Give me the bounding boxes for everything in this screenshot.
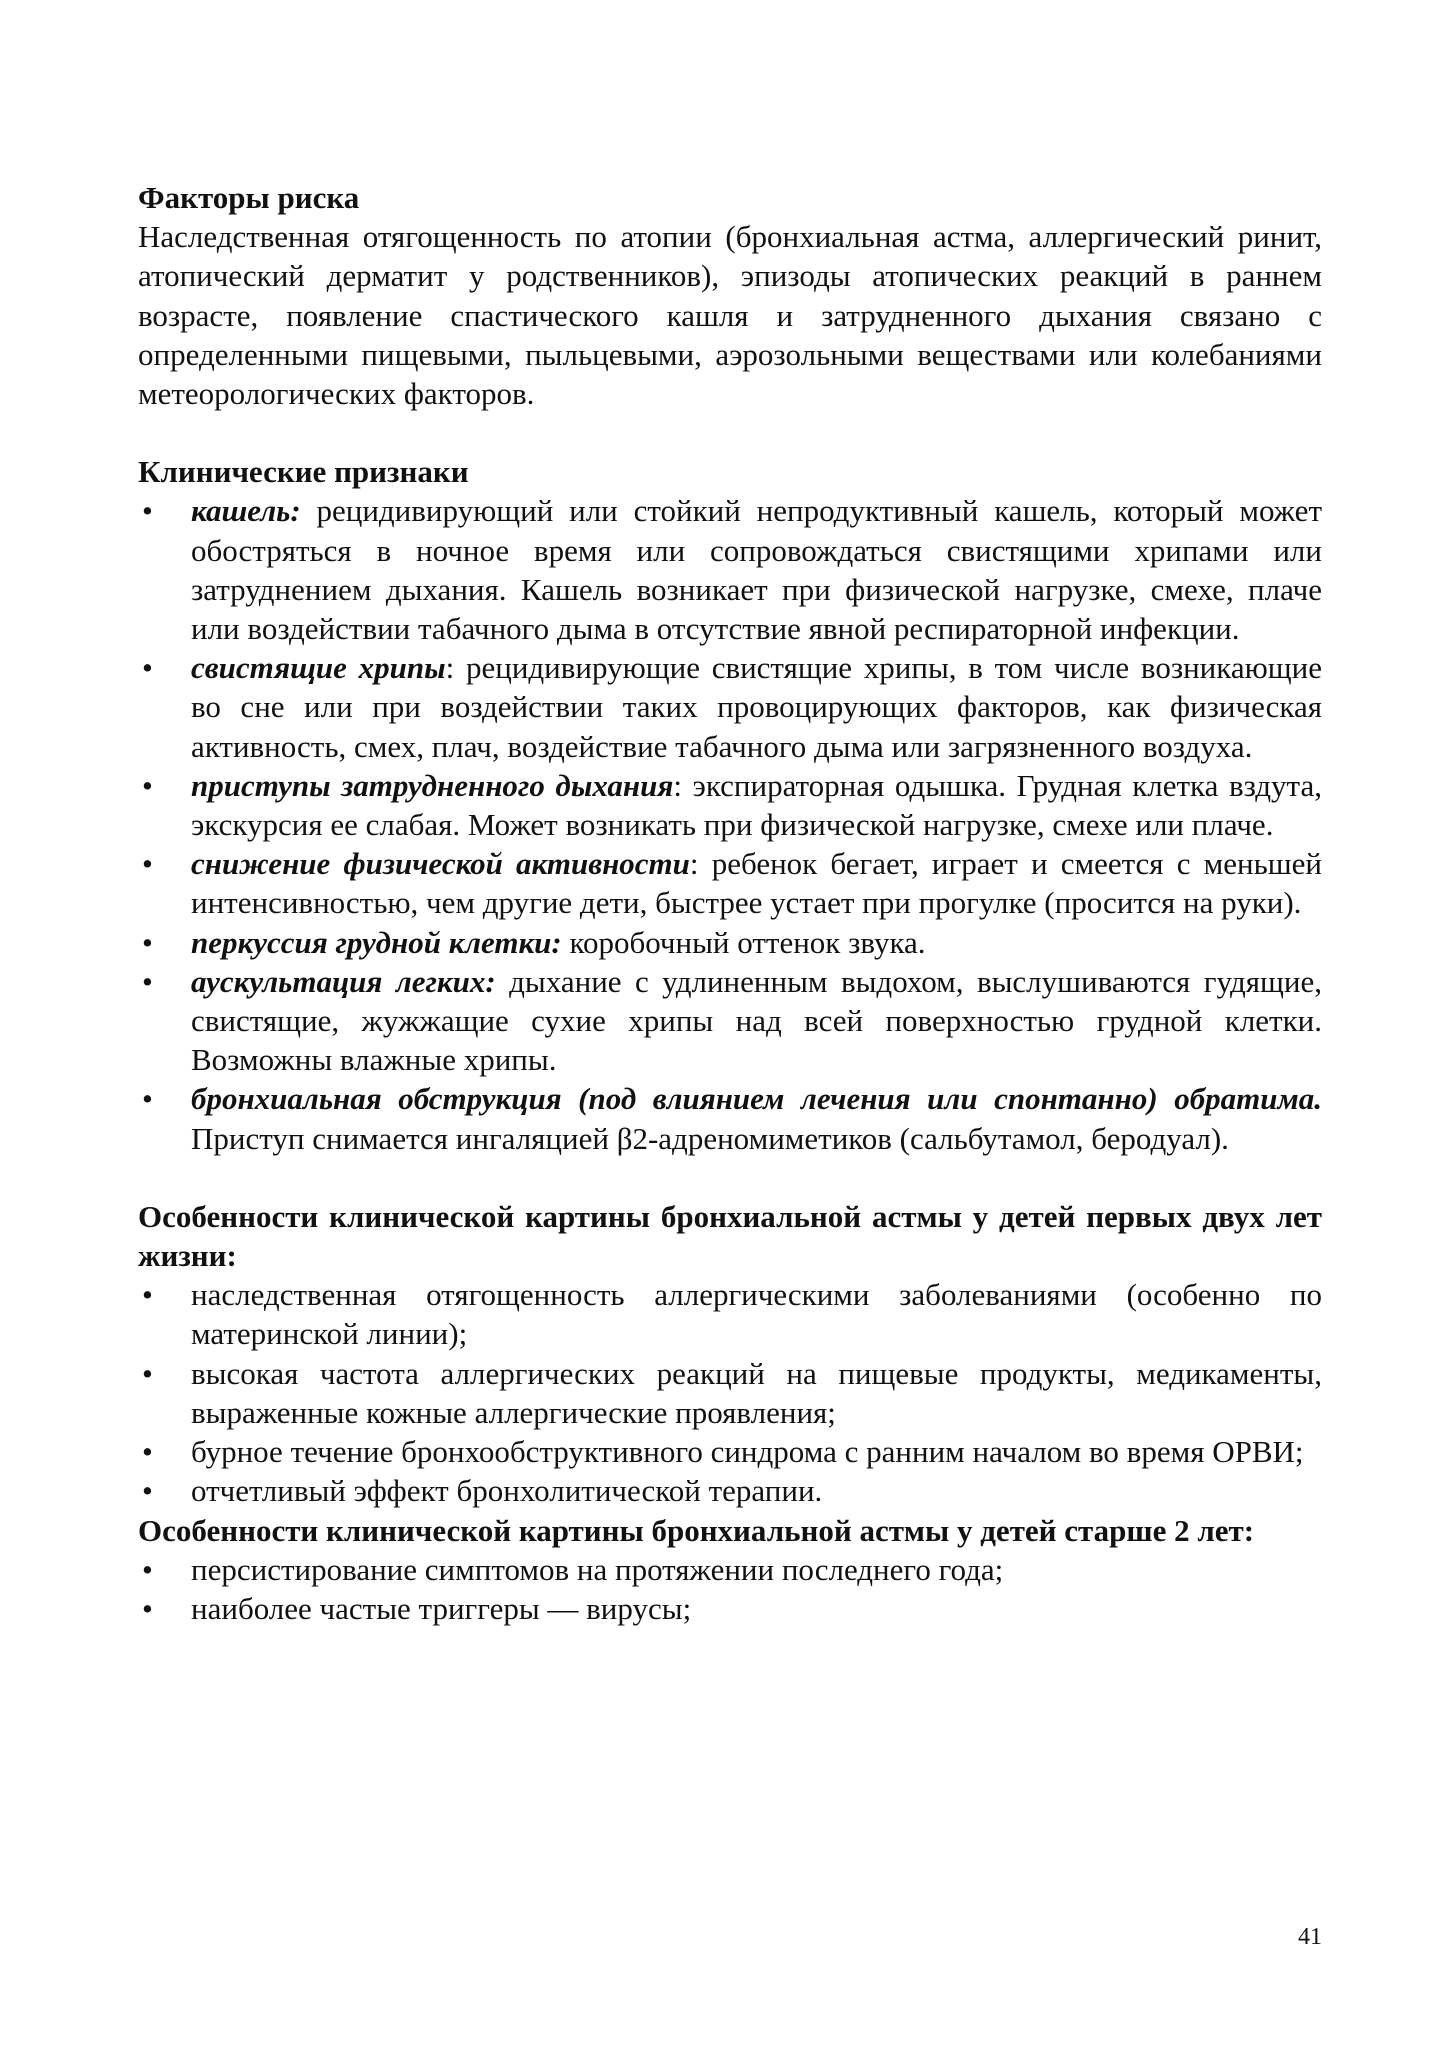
list-item — [138, 923, 1322, 962]
list-item — [138, 766, 1322, 844]
risk-factors-heading: Факторы риска — [138, 180, 360, 215]
page-number: 41 — [1298, 1924, 1322, 1950]
item-text: рецидивирующий или стойкий непродуктивный кашель, который может обостряться в ночное время или сопровождаться свистящими хрипами или затруднением дыхания. Кашель возникает при физической нагрузке, смехе, плаче или воздействии табачного дыма в отсутствие явной респираторной инфекции. — [191, 493, 1322, 647]
bullet-icon: • — [142, 650, 153, 686]
clinical-signs-list — [138, 491, 1322, 1157]
document-page — [138, 178, 1322, 1628]
item-text: коробочный оттенок звука. — [561, 924, 926, 960]
item-text: бурное течение бронхообструктивного синдрома с ранним началом во время ОРВИ; — [191, 1434, 1304, 1470]
list-item — [138, 1550, 1322, 1589]
list-item — [138, 1354, 1322, 1432]
list-item — [138, 648, 1322, 766]
bullet-icon: • — [142, 1277, 153, 1313]
item-text: дыхание с удлиненным выдохом, выслушиваются гудящие, свистящие, жужжащие сухие хрипы над всей поверхностью грудной клетки. Возможны влажные хрипы. — [191, 963, 1322, 1078]
item-text: : ребенок бегает, играет и смеется с меньшей интенсивностью, чем другие дети, быстрее устает при прогулке (просится на руки). — [191, 846, 1322, 921]
item-term: кашель: — [191, 493, 301, 529]
clinical-signs-heading: Клинические признаки — [138, 454, 469, 490]
bullet-icon: • — [142, 1551, 153, 1587]
bullet-icon: • — [142, 1355, 153, 1391]
bullet-icon: • — [142, 767, 153, 803]
bullet-icon: • — [142, 1473, 153, 1509]
item-text: высокая частота аллергических реакций на пищевые продукты, медикаменты, выраженные кожные аллергические проявления; — [191, 1355, 1322, 1430]
list-item — [138, 1589, 1322, 1628]
bullet-icon: • — [142, 493, 153, 529]
section-spacer — [138, 1158, 1322, 1197]
bullet-icon: • — [142, 963, 153, 999]
item-term: приступы затрудненного дыхания — [191, 767, 674, 803]
list-item — [138, 1432, 1322, 1471]
section-spacer — [138, 413, 1322, 452]
bullet-icon: • — [142, 846, 153, 882]
bullet-icon: • — [142, 1081, 153, 1117]
item-text: Приступ снимается ингаляцией β2-адреномиметиков (сальбутамол, беродуал). — [191, 1120, 1229, 1156]
list-item — [138, 1471, 1322, 1510]
list-item — [138, 844, 1322, 922]
item-term: бронхиальная обструкция (под влиянием лечения или спонтанно) обратима. — [191, 1081, 1322, 1117]
over-two-heading: Особенности клинической картины бронхиальной астмы у детей старше 2 лет: — [138, 1512, 1255, 1548]
bullet-icon: • — [142, 924, 153, 960]
over-two-list — [138, 1550, 1322, 1628]
item-term: снижение физической активности — [191, 846, 690, 882]
item-text: : рецидивирующие свистящие хрипы, в том числе возникающие во сне или при воздействии таких провоцирующих факторов, как физическая активность, смех, плач, воздействие табачного дыма или загрязненного воздуха. — [191, 650, 1322, 764]
risk-factors-text: Наследственная отягощенность по атопии (бронхиальная астма, аллергический ринит, атопический дерматит у родственников), эпизоды атопических реакций в раннем возрасте, появление спастического кашля и затрудненного дыхания связано с определенными пищевыми, пыльцевыми, аэрозольными веществами или колебаниями метеорологических факторов. — [138, 219, 1322, 412]
under-two-list — [138, 1275, 1322, 1510]
item-term: свистящие хрипы — [191, 650, 446, 686]
under-two-heading: Особенности клинической картины бронхиальной астмы у детей первых двух лет жизни: — [138, 1198, 1322, 1274]
bullet-icon: • — [142, 1434, 153, 1470]
item-text: наследственная отягощенность аллергическими заболеваниями (особенно по материнской линии); — [191, 1277, 1322, 1352]
item-text: : экспираторная одышка. Грудная клетка вздута, экскурсия ее слабая. Может возникать при физической нагрузке, смехе или плаче. — [191, 767, 1322, 843]
list-item — [138, 491, 1322, 648]
list-item — [138, 962, 1322, 1080]
item-text: отчетливый эффект бронхолитической терапии. — [191, 1473, 823, 1509]
list-item — [138, 1275, 1322, 1353]
item-term: перкуссия грудной клетки: — [191, 924, 562, 960]
item-text: наиболее частые триггеры — вирусы; — [191, 1590, 692, 1626]
bullet-icon: • — [142, 1590, 153, 1626]
list-item — [138, 1079, 1322, 1157]
item-text: персистирование симптомов на протяжении последнего года; — [191, 1551, 1004, 1587]
item-term: аускультация легких: — [191, 963, 496, 999]
